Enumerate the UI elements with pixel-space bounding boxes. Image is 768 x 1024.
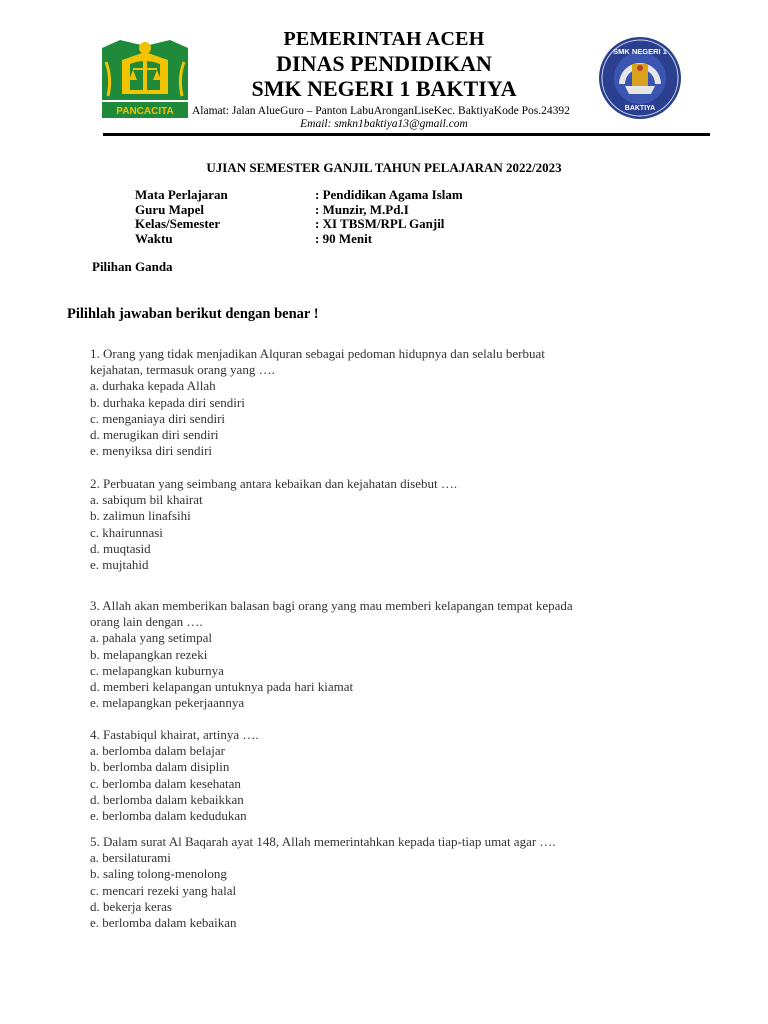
question-text: 2. Perbuatan yang seimbang antara kebaikan dan kejahatan disebut …. (90, 476, 458, 491)
answer-option: c. berlomba dalam kesehatan (90, 775, 241, 791)
question-2 (90, 476, 670, 573)
answer-option: d. muqtasid (90, 540, 151, 556)
answer-option: d. memberi kelapangan untuknya pada hari kiamat (90, 678, 354, 694)
info-label: Mata Perlajaran (135, 187, 228, 202)
question-text: orang lain dengan …. (90, 614, 203, 630)
answer-option: b. saling tolong-menolong (90, 866, 227, 882)
answer-option: e. menyiksa diri sendiri (90, 443, 213, 459)
smk-logo-top-text: SMK NEGERI 1 (613, 47, 667, 56)
answer-option: a. berlomba dalam belajar (90, 743, 225, 759)
answer-option: b. berlomba dalam disiplin (90, 759, 230, 775)
answer-option: a. durhaka kepada Allah (90, 378, 216, 394)
instruction: Pilihlah jawaban berikut dengan benar ! (67, 306, 319, 322)
info-label: Guru Mapel (135, 201, 204, 217)
question-text: 5. Dalam surat Al Baqarah ayat 148, Allah memerintahkan kepada tiap-tiap umat agar …. (90, 834, 556, 849)
pancacita-logo-text: PANCACITA (116, 106, 174, 117)
header-line-1: PEMERINTAH ACEH (283, 28, 485, 50)
answer-option: c. melapangkan kuburnya (90, 662, 224, 678)
email: Email: smkn1baktiya13@gmail.com (300, 118, 468, 130)
question-text: kejahatan, termasuk orang yang …. (90, 362, 275, 378)
section-title: Pilihan Ganda (92, 259, 173, 274)
answer-option: e. berlomba dalam kebaikan (90, 914, 237, 930)
address: Alamat: Jalan AlueGuro – Panton LabuAronganLiseKec. BaktiyaKode Pos.24392 (192, 105, 570, 117)
answer-option: b. durhaka kepada diri sendiri (90, 394, 245, 410)
question-1 (90, 346, 670, 459)
answer-option: d. merugikan diri sendiri (90, 426, 219, 442)
info-label: Waktu (135, 230, 173, 246)
answer-option: c. khairunnasi (90, 524, 163, 540)
answer-option: b. zalimun linafsihi (90, 508, 191, 524)
answer-option: d. berlomba dalam kebaikkan (90, 791, 244, 807)
question-3 (90, 598, 670, 711)
answer-option: c. menganiaya diri sendiri (90, 410, 226, 426)
question-text: 4. Fastabiqul khairat, artinya …. (90, 727, 259, 742)
answer-option: a. bersilaturami (90, 850, 171, 866)
info-label: Kelas/Semester (135, 216, 221, 231)
question-5 (90, 834, 670, 931)
header-line-2: DINAS PENDIDIKAN (276, 51, 492, 76)
question-text: 3. Allah akan memberikan balasan bagi orang yang mau memberi kelapangan tempat kepada (90, 598, 573, 613)
answer-option: a. pahala yang setimpal (90, 630, 213, 646)
exam-title: UJIAN SEMESTER GANJIL TAHUN PELAJARAN 2022/2023 (206, 160, 562, 175)
answer-option: e. mujtahid (90, 556, 149, 572)
answer-option: d. bekerja keras (90, 898, 172, 914)
smk-logo (597, 34, 683, 124)
smk-logo-bottom-text: BAKTIYA (624, 105, 656, 112)
info-value: : Munzir, M.Pd.I (315, 201, 409, 217)
answer-option: e. berlomba dalam kedudukan (90, 807, 247, 823)
header-line-3: SMK NEGERI 1 BAKTIYA (251, 76, 517, 101)
answer-option: c. mencari rezeki yang halal (90, 882, 237, 898)
letterhead (0, 0, 768, 140)
answer-option: a. sabiqum bil khairat (90, 492, 203, 508)
answer-option: b. melapangkan rezeki (90, 646, 208, 662)
question-4 (90, 727, 670, 824)
answer-option: e. melapangkan pekerjaannya (90, 695, 245, 711)
info-value: : 90 Menit (315, 230, 373, 246)
question-text: 1. Orang yang tidak menjadikan Alquran sebagai pedoman hidupnya dan selalu berbuat (90, 346, 545, 361)
info-value: : Pendidikan Agama Islam (315, 187, 463, 202)
info-value: : XI TBSM/RPL Ganjil (315, 216, 445, 231)
header-divider (103, 133, 710, 136)
